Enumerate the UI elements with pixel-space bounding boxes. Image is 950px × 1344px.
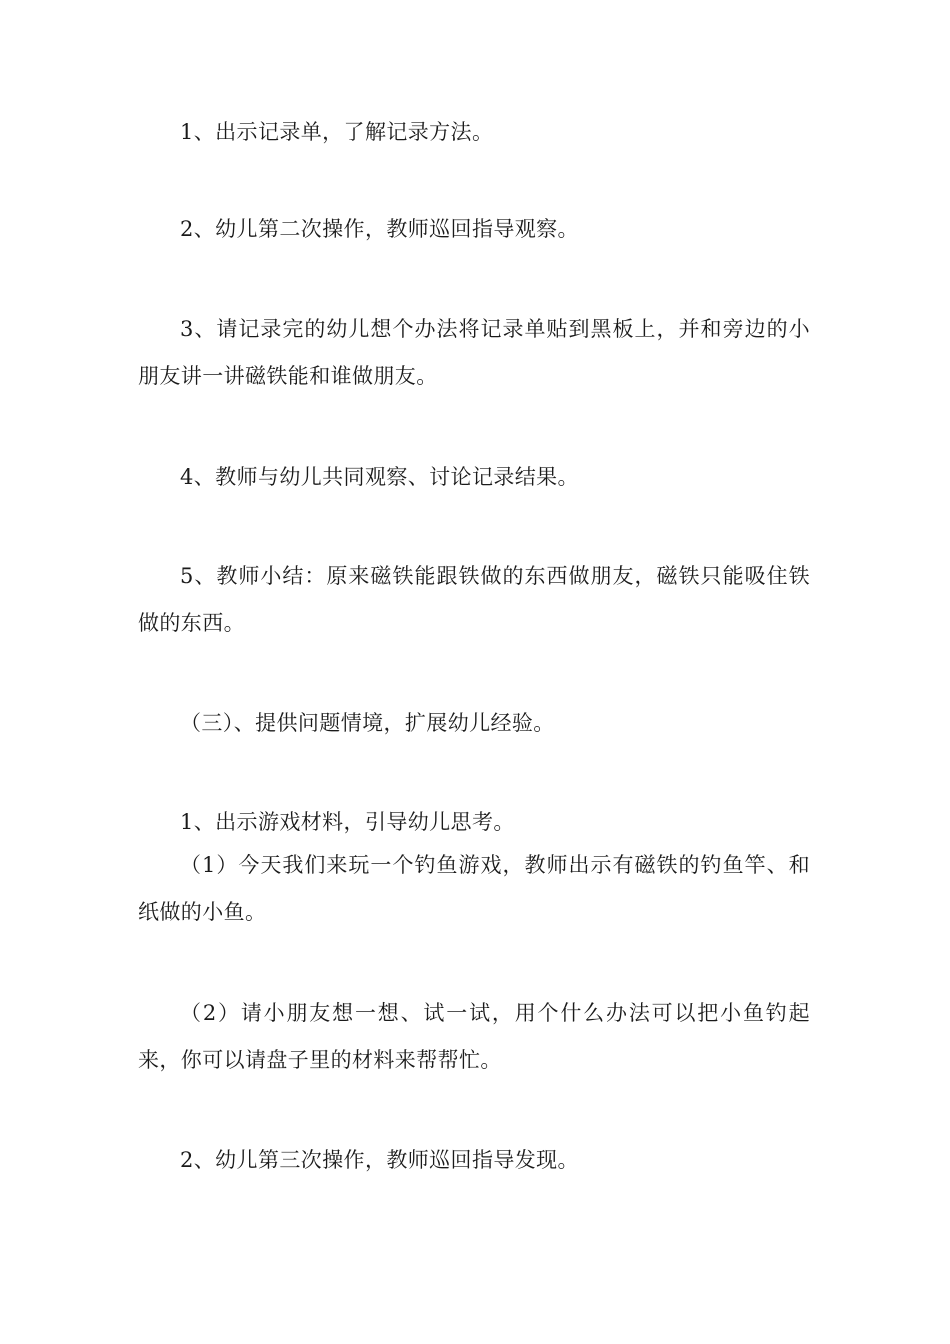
paragraph-third-operation: 2、幼儿第三次操作，教师巡回指导发现。: [180, 1148, 579, 1172]
paragraph-step-4-observe-discuss: 4、教师与幼儿共同观察、讨论记录结果。: [180, 465, 579, 489]
section-heading-3: （三）、提供问题情境，扩展幼儿经验。: [180, 711, 555, 735]
paragraph-step-5-summary: 5、教师小结：原来磁铁能跟铁做的东西做朋友，磁铁只能吸住铁做的东西。: [138, 564, 810, 635]
paragraph-fishing-game-intro: （1）今天我们来玩一个钓鱼游戏，教师出示有磁铁的钓鱼竿、和纸做的小鱼。: [138, 853, 810, 924]
paragraph-try-methods: （2）请小朋友想一想、试一试，用个什么办法可以把小鱼钓起来，你可以请盘子里的材料来帮帮忙。: [138, 1001, 810, 1072]
paragraph-show-game-materials: 1、出示游戏材料，引导幼儿思考。: [180, 810, 515, 834]
paragraph-step-3-post-record: 3、请记录完的幼儿想个办法将记录单贴到黑板上，并和旁边的小朋友讲一讲磁铁能和谁做朋友。: [138, 317, 810, 388]
paragraph-step-1-record-sheet: 1、出示记录单，了解记录方法。: [180, 120, 494, 144]
paragraph-step-2-second-operation: 2、幼儿第二次操作，教师巡回指导观察。: [180, 217, 579, 241]
